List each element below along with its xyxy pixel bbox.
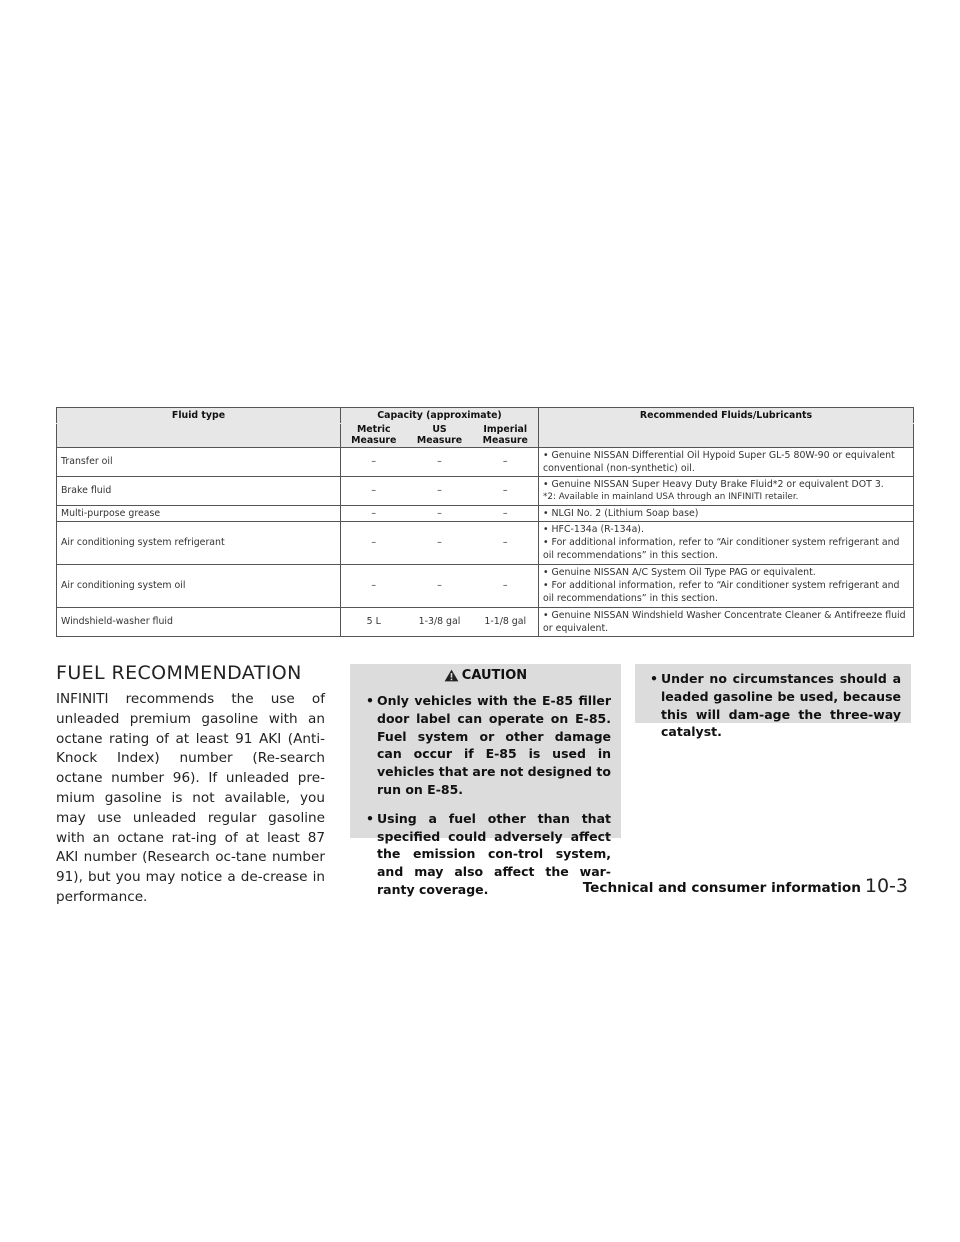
header-metric xyxy=(341,424,407,448)
fluid-name: Air conditioning system oil xyxy=(57,564,341,607)
caution-box-continued xyxy=(635,664,911,740)
header-imperial-line2: Measure xyxy=(482,434,528,446)
metric-value: 5 L xyxy=(341,607,407,636)
fluid-name: Windshield-washer fluid xyxy=(57,607,341,636)
us-value: – xyxy=(407,476,473,505)
table-row xyxy=(57,564,914,607)
recommended-value xyxy=(539,564,914,607)
imperial-value: – xyxy=(473,505,539,521)
header-imperial-line1: Imperial xyxy=(483,423,528,435)
caution-item-text: Under no circumstances should a leaded gasoline be used, because this will dam-age the three-way catalyst. xyxy=(661,671,901,740)
table-row xyxy=(57,521,914,564)
fluid-name: Multi-purpose grease xyxy=(57,505,341,521)
header-us-line1: US xyxy=(432,423,447,435)
caution-label: CAUTION xyxy=(461,667,528,683)
caution-box xyxy=(350,664,621,897)
header-metric-line1: Metric xyxy=(356,423,391,435)
recommended-line: • HFC-134a (R-134a). xyxy=(543,524,644,535)
bullet: • xyxy=(366,693,374,708)
us-value: 1-3/8 gal xyxy=(407,607,473,636)
metric-value: – xyxy=(341,564,407,607)
imperial-value: – xyxy=(473,476,539,505)
imperial-value: – xyxy=(473,521,539,564)
footer-section-title: Technical and consumer information xyxy=(582,880,861,896)
imperial-value: – xyxy=(473,564,539,607)
table-row xyxy=(57,447,914,476)
table-row xyxy=(57,476,914,505)
caution-item xyxy=(650,670,901,741)
imperial-value: – xyxy=(473,447,539,476)
header-us-line2: Measure xyxy=(416,434,463,446)
recommended-value xyxy=(539,447,914,476)
bullet: • xyxy=(650,671,658,686)
header-metric-line2: Measure xyxy=(351,434,397,446)
recommended-value xyxy=(539,476,914,505)
fluid-capacity-table xyxy=(56,407,914,637)
recommended-value xyxy=(539,607,914,636)
metric-value: – xyxy=(341,447,407,476)
caution-item xyxy=(366,810,611,899)
header-capacity: Capacity (approximate) xyxy=(341,408,539,424)
recommended-value xyxy=(539,505,914,521)
caution-item-text: Using a fuel other than that specified could adversely affect the emission con-trol system, and may also affect the war-ranty coverage. xyxy=(377,810,611,897)
us-value: – xyxy=(407,564,473,607)
caution-header xyxy=(350,664,621,686)
recommended-footnote: *2: Available in mainland USA through an INFINITI retailer. xyxy=(543,491,799,502)
fluid-name: Brake fluid xyxy=(57,476,341,505)
us-value: – xyxy=(407,521,473,564)
recommended-line: • For additional information, refer to “Air conditioner system refrigerant and oil recommendations” in this section. xyxy=(543,580,900,604)
table-row xyxy=(57,607,914,636)
recommended-line: • Genuine NISSAN A/C System Oil Type PAG or equivalent. xyxy=(543,567,816,578)
fuel-body-text: INFINITI recommends the use of unleaded premium gasoline with an octane rating of at least 91 AKI (Anti-Knock Index) number (Re-search octane number 96). If unleaded pre-mium gasoline is not available, you may use unleaded regular gasoline with an octane rat-ing of at least 87 AKI number (Research oc-tane number 91), but you may notice a de-crease in performance. xyxy=(56,691,325,905)
header-imperial xyxy=(473,424,539,448)
fuel-section-title: FUEL RECOMMENDATION xyxy=(56,662,302,684)
imperial-value: 1-1/8 gal xyxy=(473,607,539,636)
header-recommended: Recommended Fluids/Lubricants xyxy=(539,408,914,424)
header-fluid-type: Fluid type xyxy=(57,408,341,424)
recommended-line: • For additional information, refer to “Air conditioner system refrigerant and oil recommendations” in this section. xyxy=(543,537,900,561)
fluid-name: Transfer oil xyxy=(57,447,341,476)
header-recommended-spacer xyxy=(539,424,914,448)
caution-list xyxy=(350,692,621,899)
caution-item xyxy=(366,692,611,799)
us-value: – xyxy=(407,447,473,476)
metric-value: – xyxy=(341,505,407,521)
header-fluid-type-spacer xyxy=(57,424,341,448)
recommended-line: • NLGI No. 2 (Lithium Soap base) xyxy=(543,507,699,519)
fluid-name: Air conditioning system refrigerant xyxy=(57,521,341,564)
recommended-line: • Genuine NISSAN Super Heavy Duty Brake Fluid*2 or equivalent DOT 3. xyxy=(543,478,884,490)
page-number: 10-3 xyxy=(864,875,908,897)
page-footer xyxy=(583,875,908,897)
caution-item-text: Only vehicles with the E-85 filler door label can operate on E-85. Fuel system or other damage can occur if E-85 is used in vehicles that are not designed to run on E-85. xyxy=(377,693,611,797)
metric-value: – xyxy=(341,521,407,564)
table-row xyxy=(57,505,914,521)
warning-triangle-icon xyxy=(444,669,459,682)
bullet: • xyxy=(366,810,374,826)
recommended-line: • Genuine NISSAN Differential Oil Hypoid Super GL-5 80W-90 or equivalent conventional (non-synthetic) oil. xyxy=(543,449,895,474)
header-us xyxy=(407,424,473,448)
recommended-value xyxy=(539,521,914,564)
metric-value: – xyxy=(341,476,407,505)
caution-list-continued xyxy=(635,670,911,741)
recommended-line: • Genuine NISSAN Windshield Washer Concentrate Cleaner & Antifreeze fluid or equivalent. xyxy=(543,609,906,634)
us-value: – xyxy=(407,505,473,521)
